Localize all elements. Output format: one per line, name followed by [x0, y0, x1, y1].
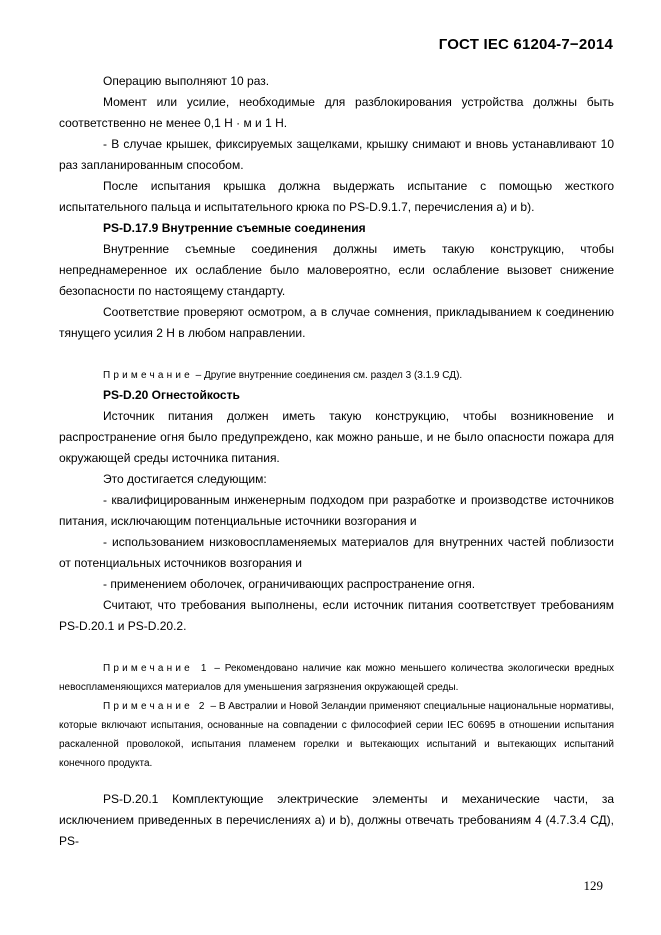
list-item: - квалифицированным инженерным подходом при разработке и производстве источников питания, исключающим потенциальные источники возгорания и: [59, 493, 614, 528]
paragraph: Это достигается следующим:: [103, 472, 267, 486]
note: [59, 659, 614, 697]
note-label: Примечание 2: [103, 701, 208, 712]
note-text: – Рекомендовано наличие как можно меньшего количества экологически вредных невоспламеняющихся материалов для уменьшения загрязнения окружающей среды.: [59, 663, 614, 693]
page-number: 129: [583, 878, 603, 893]
note-text: – В Австралии и Новой Зеландии применяют специальные национальные нормативы, которые включают испытания, основанные на совпадении с философией серии IEC 60695 в отношении испытания раскаленной проволокой, испытания пламенем горелки и вытекающих испытаний и вытекающих испытаний конечного продукта.: [59, 701, 615, 769]
section-heading: PS-D.20 Огнестойкость: [103, 388, 240, 402]
document-code-header: ГОСТ IEC 61204-7−2014: [438, 36, 613, 53]
note-text: – Другие внутренние соединения см. раздел 3 (3.1.9 СД).: [192, 370, 463, 381]
paragraph: Операцию выполняют 10 раз.: [103, 74, 270, 88]
note-label: Примечание: [103, 370, 193, 381]
paragraph: - В случае крышек, фиксируемых защелками, крышку снимают и вновь устанавливают 10 раз запланированным способом.: [59, 137, 614, 172]
paragraph: PS-D.20.1 Комплектующие электрические элементы и механические части, за исключением приведенных в перечислениях а) и b), должны отвечать требованиям 4 (4.7.3.4 СД), PS-: [59, 792, 614, 848]
paragraph: Считают, что требования выполнены, если источник питания соответствует требованиям PS-D.20.1 и PS-D.20.2.: [59, 598, 614, 633]
note: [59, 697, 614, 773]
note: [59, 366, 614, 385]
note-label: Примечание 1: [103, 663, 210, 674]
page-body: [59, 71, 614, 852]
paragraph: Момент или усилие, необходимые для разблокирования устройства должны быть соответственно не менее 0,1 Н · м и 1 Н.: [59, 95, 614, 130]
section-heading: PS-D.17.9 Внутренние съемные соединения: [103, 221, 366, 235]
paragraph: Соответствие проверяют осмотром, а в случае сомнения, прикладыванием к соединению тянущего усилия 2 Н в любом направлении.: [59, 305, 614, 340]
paragraph: После испытания крышка должна выдержать испытание с помощью жесткого испытательного пальца и испытательного крюка по PS-D.9.1.7, перечисления а) и b).: [59, 179, 614, 214]
paragraph: Внутренние съемные соединения должны иметь такую конструкцию, чтобы непреднамеренное их ослабление было маловероятно, если ослабление вызовет снижение безопасности по настоящему стандарту.: [59, 242, 614, 298]
list-item: - применением оболочек, ограничивающих распространение огня.: [103, 577, 476, 591]
paragraph: Источник питания должен иметь такую конструкцию, чтобы возникновение и распространение огня было предупреждено, как можно раньше, и не было опасности пожара для окружающей среды источника питания.: [59, 409, 614, 465]
list-item: - использованием низковоспламеняемых материалов для внутренних частей поблизости от потенциальных источников возгорания и: [59, 535, 614, 570]
